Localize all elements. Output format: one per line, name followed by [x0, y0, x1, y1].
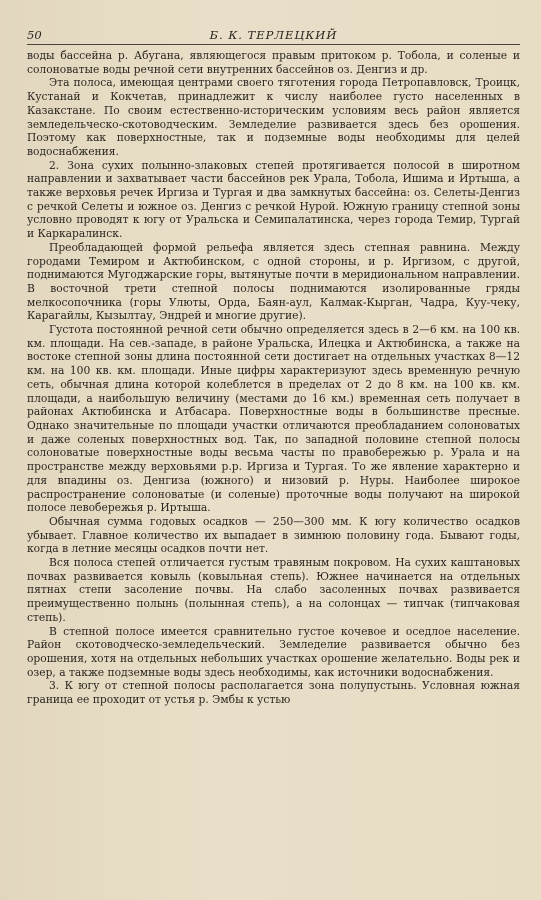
paragraph-1: воды бассейна р. Абугана, являющегося правым притоком р. Тобола, и соленые и солоноватые воды речной сети внутренних бассейнов оз. Денгиз и др.	[27, 49, 520, 76]
paragraph-4: Преобладающей формой рельефа является здесь степная равнина. Между городами Темиром и Актюбинском, с одной стороны, и р. Иргизом, с другой, поднимаются Мугоджарские горы, вытянутые почти в меридиональном направлении. В восточной трети степной полосы поднимаются изолированные гряды мелкосопочника (горы Улюты, Орда, Баян-аул, Калмак-Кырган, Чадра, Куу-чеку, Карагайлы, Кызылтау, Эндрей и многие другие).	[27, 240, 520, 323]
page-number: 50	[27, 28, 42, 42]
paragraph-5: Густота постоянной речной сети обычно определяется здесь в 2—6 км. на 100 кв. км. площади. На сев.-западе, в районе Уральска, Илецка и Актюбинска, а также на востоке степной зоны длина постоянной сети достигает на отдельных участках 8—12 км. на 100 кв. км. площади. Иные цифры характеризуют здесь временную речную сеть, обычная длина которой колеблется в пределах от 2 до 8 км. на 100 кв. км. площади, а наибольшую величину (местами до 16 км.) временная сеть получает в районах Актюбинска и Атбасара. Поверхностные воды в большинстве пресные. Однако значительные по площади участки отличаются преобладанием солоноватых и даже соленых поверхностных вод. Так, по западной половине степной полосы солоноватые поверхностные воды весьма часты по правобережью р. Урала и на пространстве между верховьями р.р. Иргиза и Тургая. То же явление характерно и для впадины оз. Денгиза (южного) и низовий р. Нуры. Наиболее широкое распространение солоноватые (и соленые) проточные воды получают на широкой полосе левобережья р. Иртыша.	[27, 323, 520, 515]
paragraph-7: Вся полоса степей отличается густым травяным покровом. На сухих каштановых почвах развивается ковыль (ковыльная степь). Южнее начинается на отдельных пятнах степи засоление почвы. На слабо засоленных почвах развивается преимущественно полынь (полынная степь), а на солонцах — типчак (типчаковая степь).	[27, 556, 520, 624]
paragraph-9: 3. К югу от степной полосы располагается зона полупустынь. Условная южная граница ее проходит от устья р. Эмбы к устью	[27, 679, 520, 707]
paragraph-6: Обычная сумма годовых осадков — 250—300 мм. К югу количество осадков убывает. Главное количество их выпадает в зимнюю половину года. Бывают годы, когда в летние месяцы осадков почти нет.	[27, 514, 520, 556]
paragraph-3: 2. Зона сухих полынно-злаковых степей протягивается полосой в широтном направлении и захватывает части бассейнов рек Урала, Тобола, Ишима и Иртыша, а также верховья речек Иргиза и Тургая и два замкнутых бассейна: оз. Селеты-Денгиз с речкой Селеты и южное оз. Денгиз с речкой Нурой. Южную границу степной зоны условно проводят к югу от Уральска и Семипалатинска, через города Темир, Тургай и Каркаралинск.	[27, 158, 520, 241]
paragraph-2: Эта полоса, имеющая центрами своего тяготения города Петропавловск, Троицк, Кустанай и Кокчетав, принадлежит к числу наиболее густо населенных в Казакстане. По своим естественно-историческим условиям весь район является земледельческо-скотоводческим. Земледелие развивается здесь без орошения. Поэтому как поверхностные, так и подземные воды необходимы для целей водоснабжения.	[27, 76, 520, 158]
page-header	[27, 28, 520, 45]
running-head: Б. К. ТЕРЛЕЦКИЙ	[209, 28, 338, 42]
paragraph-8: В степной полосе имеется сравнительно густое кочевое и оседлое население. Район скотоводческо-земледельческий. Земледелие развивается обычно без орошения, хотя на отдельных небольших участках орошение желательно. Воды рек и озер, а также подземные воды здесь необходимы, как источники водоснабжения.	[27, 624, 520, 679]
